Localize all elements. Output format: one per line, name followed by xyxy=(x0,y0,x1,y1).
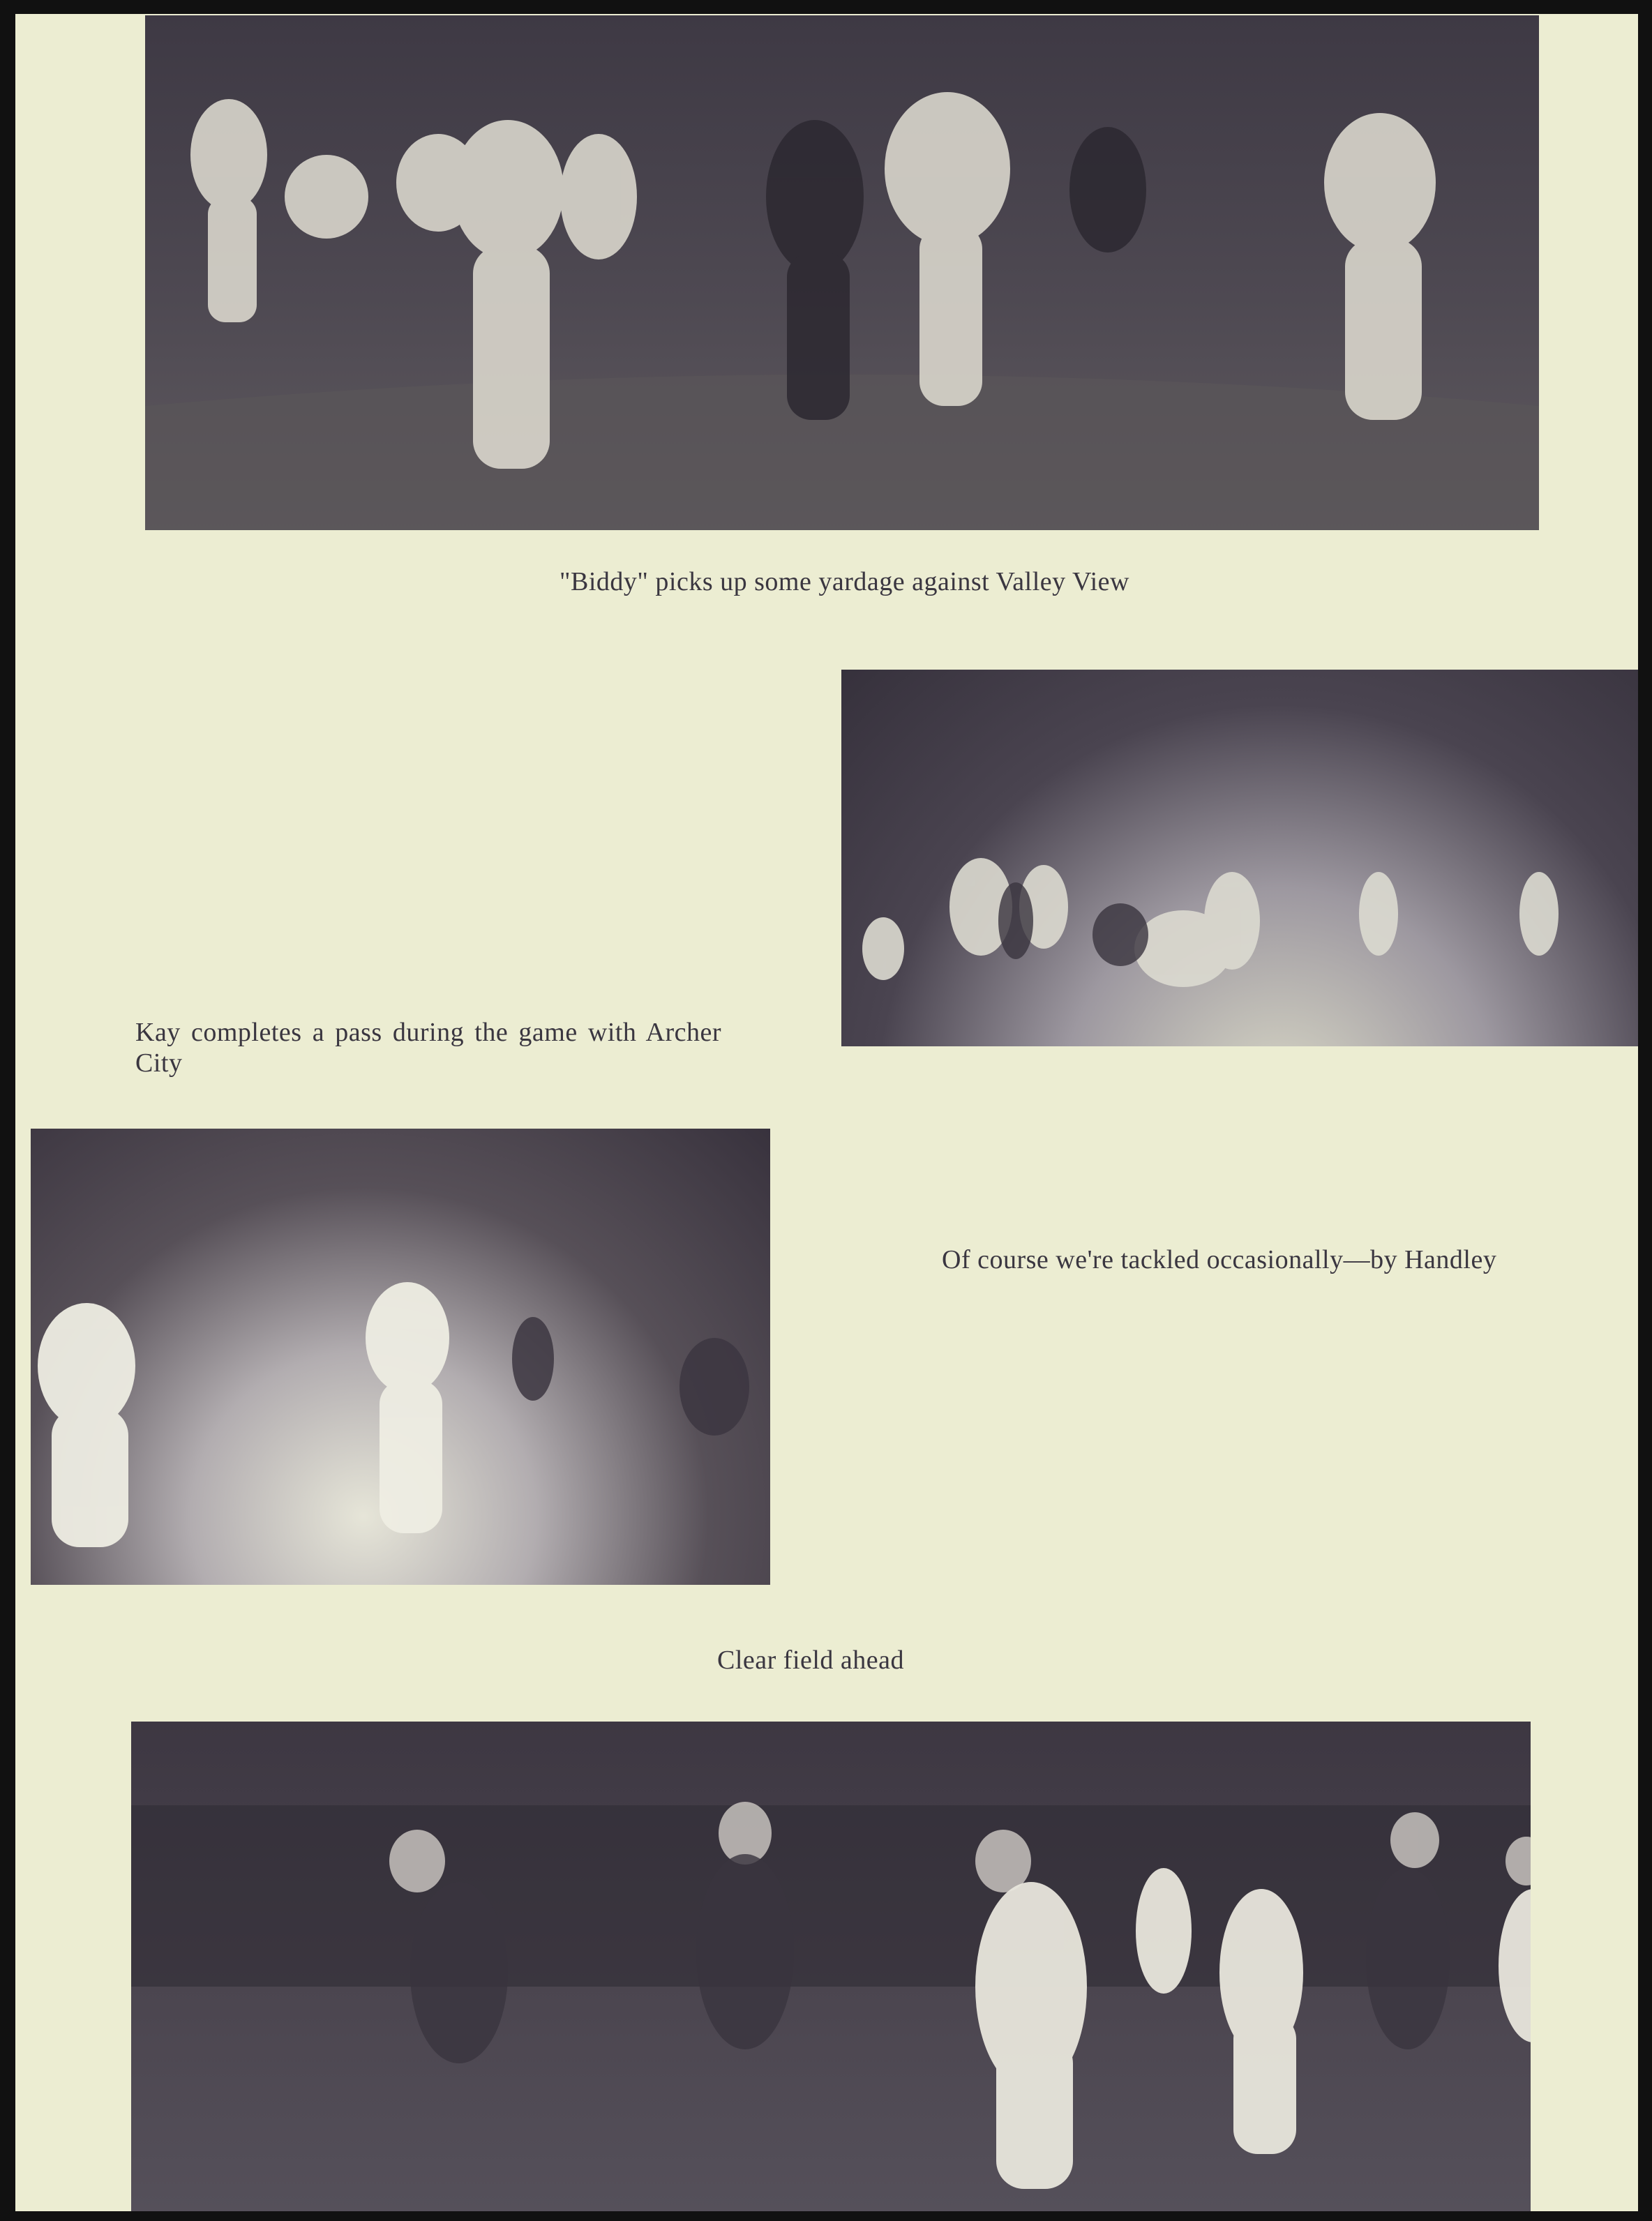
photo-kay-pass xyxy=(841,670,1638,1046)
photo-tackled xyxy=(31,1129,770,1585)
caption-clear-field: Clear field ahead xyxy=(717,1646,905,1675)
photo-biddy-run xyxy=(145,15,1539,530)
caption-kay: Kay completes a pass during the game with Archer City xyxy=(135,1018,721,1078)
caption-tackled: Of course we're tackled occasionally—by Handley xyxy=(942,1245,1497,1274)
photo-clear-field xyxy=(131,1722,1531,2211)
caption-biddy: "Biddy" picks up some yardage against Valley View xyxy=(560,567,1129,596)
yearbook-page xyxy=(15,14,1638,2211)
